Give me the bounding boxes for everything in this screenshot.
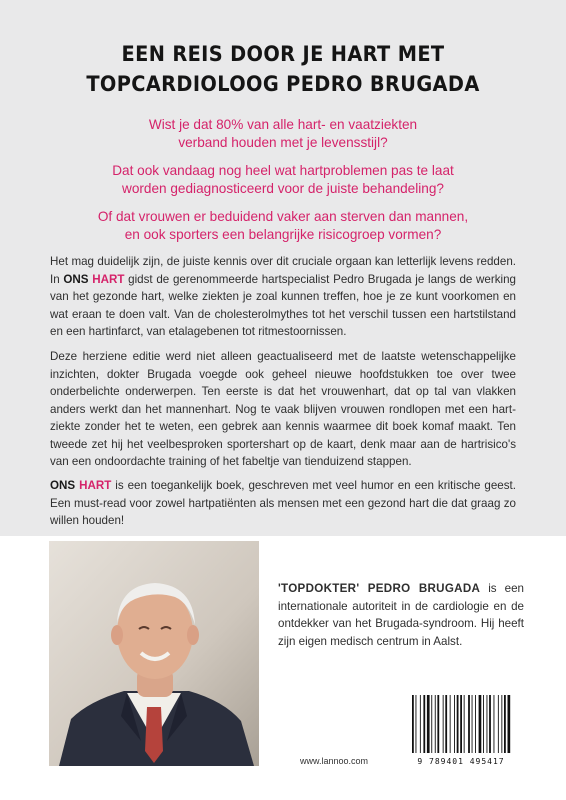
barcode-bar (508, 695, 511, 753)
barcode-bar (450, 695, 451, 753)
question-1-line-1: Wist je dat 80% van alle hart- en vaatziekten (148, 117, 418, 132)
barcode-bar (427, 695, 430, 753)
barcode-bar (423, 695, 425, 753)
barcode-bar (504, 695, 506, 753)
barcode-bar (487, 695, 488, 753)
barcode-bar (501, 695, 502, 753)
barcode-bar (457, 695, 459, 753)
question-3-line-2: en ook sporters een belangrijke risicogroep vormen? (124, 227, 442, 242)
barcode-bar (460, 695, 462, 753)
blurb-paragraph-2 (50, 348, 516, 471)
barcode-bar (498, 695, 499, 753)
question-3 (40, 208, 526, 244)
barcode-bar (475, 695, 476, 753)
barcode-bar (494, 695, 495, 753)
author-name: 'TOPDOKTER' PEDRO BRUGADA (278, 582, 481, 595)
author-photo (49, 541, 259, 766)
barcode-bar (468, 695, 470, 753)
paragraph-2-text: Deze herziene editie werd niet alleen geactualiseerd met de laatste wetenschappelijke inzichten, dokter Brugada voegde ook geheel nieuwe hoofdstukken toe over twee onderbelichte onderwerpen. Ten eerste is dat het vrouwenhart, dat op tal van vlakken anders werkt dan het mannenhart. Nog te vaak blijven vrouwen rondlopen met een hartziekte zonder het te weten, een gebrek aan kennis waarmee dit boek komaf maakt. Ten tweede zet hij het veelbesproken sportershart op de kaart, denk maar aan de hartrisico's van een ondoordachte training of het fabeltje van tienduizend stappen. (50, 350, 516, 468)
question-3-line-1: Of dat vrouwen er beduidend vaker aan sterven dan mannen, (97, 209, 469, 224)
blurb-paragraph-3 (50, 477, 516, 530)
isbn-number: 9 789401 495417 (417, 757, 505, 766)
question-2 (40, 162, 526, 198)
book-title-ons: ONS (50, 479, 80, 492)
back-cover-title-line-1: EEN REIS DOOR JE HART MET (121, 42, 445, 67)
barcode-bar (412, 695, 414, 753)
question-2-line-2: worden gediagnosticeerd voor de juiste behandeling? (122, 181, 444, 196)
barcode-bar (472, 695, 473, 753)
back-cover-title-line-2: TOPCARDIOLOOG PEDRO BRUGADA (86, 72, 480, 97)
barcode-bar (489, 695, 491, 753)
book-title-hart: HART (92, 272, 125, 286)
barcode-bar (435, 695, 436, 753)
barcode-bar (483, 695, 484, 753)
barcode-bar (420, 695, 421, 753)
book-title-ons: ONS (63, 272, 93, 286)
barcode-bar (443, 695, 444, 753)
paragraph-1-intro: Het mag duidelijk zijn, de juiste kennis over dit cruciale orgaan kan letterlijk levens redden. (50, 255, 516, 268)
paragraph-1-in: In (50, 272, 64, 286)
paragraph-1-rest: gidst de gerenommeerde hartspecialist Pedro Brugada je langs de werking van het gezonde hart, welke ziekten je zoal kunnen treffen, hoe je ze kunt voorkomen en wat eraan te doen valt. Van de cholesterolmythes tot het verschil tussen een hartstilstand en een hartinfarct, van etalagebenen tot ritmestoornissen. (50, 272, 517, 338)
barcode-bar (454, 695, 455, 753)
paragraph-3-rest: is een toegankelijk boek, geschreven met veel humor en een kritische geest. Een must-read voor zowel hartpatiënten als mensen met een gezond hart die dat graag zo willen houden! (50, 479, 516, 527)
barcode-bar (445, 695, 447, 753)
author-bio-text: is een internationale autoriteit in de cardiologie en de ontdekker van het Brugada-syndroom. Hij heeft zijn eigen medisch centrum in Aalst. (278, 582, 524, 648)
barcode-bar (431, 695, 432, 753)
question-1-line-2: verband houden met je levensstijl? (178, 135, 388, 150)
barcode-bar (437, 695, 439, 753)
author-bio (278, 580, 524, 650)
book-title-hart: HART (79, 479, 112, 492)
question-1 (40, 116, 526, 152)
question-2-line-1: Dat ook vandaag nog heel wat hartproblemen pas te laat (112, 163, 454, 178)
barcode-bar (416, 695, 417, 753)
blurb-paragraph-1 (50, 253, 516, 341)
barcode-bar (464, 695, 465, 753)
publisher-url[interactable]: www.lannoo.com (300, 756, 369, 766)
barcode-bar (479, 695, 482, 753)
